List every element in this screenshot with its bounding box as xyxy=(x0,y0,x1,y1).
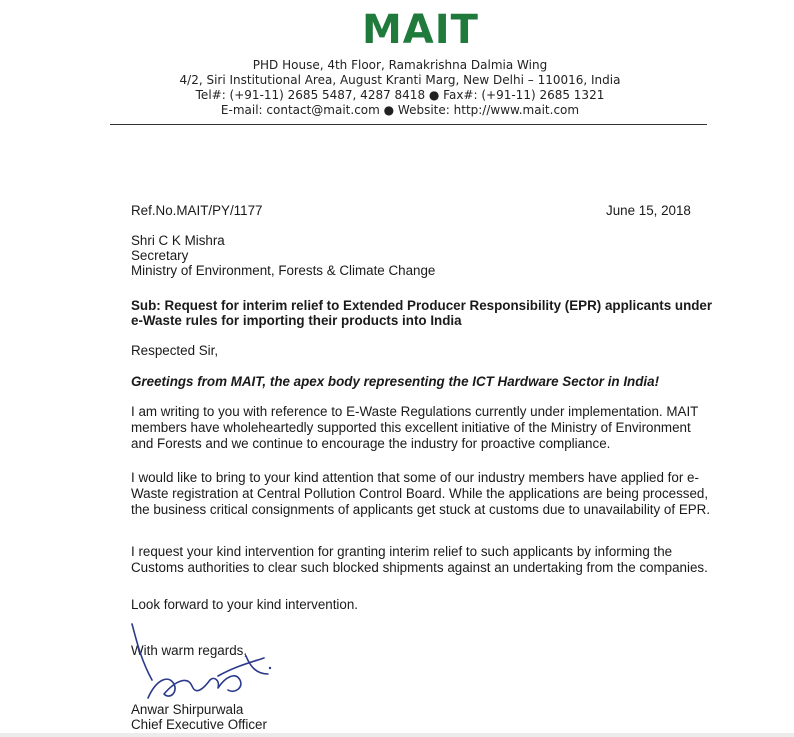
paragraph-line: Customs authorities to clear such blocked shipments against an undertaking from the companies. xyxy=(131,560,708,575)
paragraph-line: I would like to bring to your kind attention that some of our industry members have applied for e- xyxy=(131,470,699,485)
reference-number: Ref.No.MAIT/PY/1177 xyxy=(131,203,263,218)
signer-title: Chief Executive Officer xyxy=(131,717,267,732)
paragraph-line: Waste registration at Central Pollution Control Board. While the applications are being processed, xyxy=(131,486,709,501)
paragraph-line: I am writing to you with reference to E-Waste Regulations currently under implementation. MAIT xyxy=(131,404,699,419)
paragraph-1 xyxy=(131,404,697,452)
paragraph-4: Look forward to your kind intervention. xyxy=(131,597,359,612)
greeting: Greetings from MAIT, the apex body representing the ICT Hardware Sector in India! xyxy=(131,374,660,389)
closing: With warm regards, xyxy=(131,643,248,658)
paragraph-line: the business critical consignments of applicants get stuck at customs due to unavailability of EPR. xyxy=(131,502,711,517)
recipient-name: Shri C K Mishra xyxy=(131,233,225,248)
subject-line-1: Sub: Request for interim relief to Extended Producer Responsibility (EPR) applicants under xyxy=(131,298,713,313)
signer-block xyxy=(131,702,267,732)
letterhead-address xyxy=(150,58,650,118)
letter-date: June 15, 2018 xyxy=(606,203,691,218)
address-line-2: 4/2, Siri Institutional Area, August Kranti Marg, New Delhi – 110016, India xyxy=(179,73,621,87)
signer-name: Anwar Shirpurwala xyxy=(131,702,244,717)
paragraph-line: I request your kind intervention for granting interim relief to such applicants by informing the xyxy=(131,544,673,559)
recipient-address xyxy=(131,233,435,278)
paragraph-2 xyxy=(131,470,711,518)
paragraph-line: members have wholeheartedly supported this excellent initiative of the Ministry of Environment xyxy=(131,420,691,435)
paragraph-3 xyxy=(131,544,708,576)
header-divider xyxy=(110,124,707,125)
recipient-title: Secretary xyxy=(131,248,189,263)
salutation: Respected Sir, xyxy=(131,343,219,358)
page-bottom-edge xyxy=(0,733,794,737)
web-line: E-mail: contact@mait.com ● Website: http://www.mait.com xyxy=(220,103,580,117)
contact-line: Tel#: (+91-11) 2685 5487, 4287 8418 ● Fax#: (+91-11) 2685 1321 xyxy=(195,88,605,102)
subject xyxy=(131,298,712,328)
handwritten-signature xyxy=(118,618,288,713)
address-line-1: PHD House, 4th Floor, Ramakrishna Dalmia Wing xyxy=(252,58,548,72)
recipient-org: Ministry of Environment, Forests & Climate Change xyxy=(131,263,436,278)
paragraph-line: and Forests and we continue to encourage the industry for proactive compliance. xyxy=(131,436,611,451)
mait-logo: MAIT xyxy=(362,7,479,53)
subject-line-2: e-Waste rules for importing their products into India xyxy=(131,313,462,328)
